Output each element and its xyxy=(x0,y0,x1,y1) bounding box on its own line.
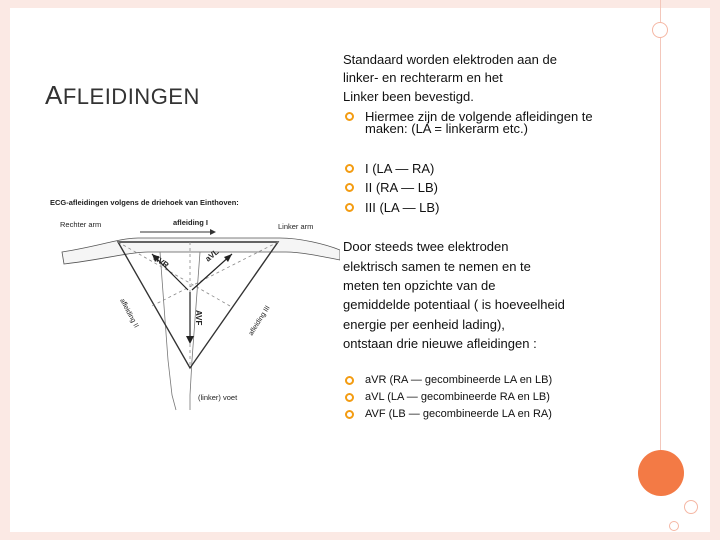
label-lead-2: afleiding II xyxy=(118,297,140,330)
decor-circle-tiny xyxy=(669,521,679,531)
bullet-icon xyxy=(345,203,354,212)
einthoven-figure xyxy=(40,180,340,435)
einthoven-triangle xyxy=(118,242,278,368)
arrow-head-icon xyxy=(210,229,216,235)
aug-lead-item: aVL (LA — gecombineerde RA en LB) xyxy=(343,389,550,406)
intro-line-3: Linker been bevestigd. xyxy=(343,89,474,104)
para-line: ontstaan drie nieuwe afleidingen : xyxy=(343,336,537,351)
intro-line-2: linker- en rechterarm en het xyxy=(343,70,503,85)
aug-lead-item: aVR (RA — gecombineerde LA en LB) xyxy=(343,372,552,389)
decor-circle-small xyxy=(684,500,698,514)
label-left-foot: (linker) voet xyxy=(198,393,238,402)
intro-line-1: Standaard worden elektroden aan de xyxy=(343,52,557,67)
para-line: energie per eenheid lading), xyxy=(343,317,505,332)
bullet-icon xyxy=(345,376,354,385)
bullet-icon xyxy=(345,393,354,402)
aug-lead-item: AVF (LB — gecombineerde LA en RA) xyxy=(343,406,552,423)
einthoven-diagram xyxy=(40,180,340,435)
bullet-icon xyxy=(345,164,354,173)
slide-title: AFLEIDINGEN xyxy=(45,80,200,110)
decor-circle-orange xyxy=(638,450,684,496)
label-avf: AVF xyxy=(194,310,203,326)
decor-line xyxy=(660,0,661,470)
label-avl: aVL xyxy=(203,247,221,264)
lead-item: III (LA — LB) xyxy=(343,199,439,216)
label-avr: AVR xyxy=(151,253,171,270)
bullet-icon xyxy=(345,183,354,192)
lead-item: I (LA — RA) xyxy=(343,160,434,177)
note-bullet: Hiermee zijn de volgende afleidingen te maken: (LA = linkerarm etc.) xyxy=(343,108,593,137)
figure-caption: ECG-afleidingen volgens de driehoek van Einthoven: xyxy=(50,198,239,207)
arrow-head-icon xyxy=(186,336,194,344)
lead-item: II (RA — LB) xyxy=(343,179,438,196)
para-line: meten ten opzichte van de xyxy=(343,278,496,293)
bullet-icon xyxy=(345,112,354,121)
decor-circle-top xyxy=(652,22,668,38)
label-right-arm: Rechter arm xyxy=(60,220,102,229)
label-lead-1: afleiding I xyxy=(173,218,209,227)
label-lead-3: afleiding III xyxy=(247,304,272,338)
para-line: gemiddelde potentiaal ( is hoeveelheid xyxy=(343,297,565,312)
label-left-arm: Linker arm xyxy=(278,222,314,231)
legs-outline xyxy=(160,252,200,410)
bullet-icon xyxy=(345,410,354,419)
para-line: Door steeds twee elektroden xyxy=(343,239,509,254)
para-line: elektrisch samen te nemen en te xyxy=(343,259,531,274)
